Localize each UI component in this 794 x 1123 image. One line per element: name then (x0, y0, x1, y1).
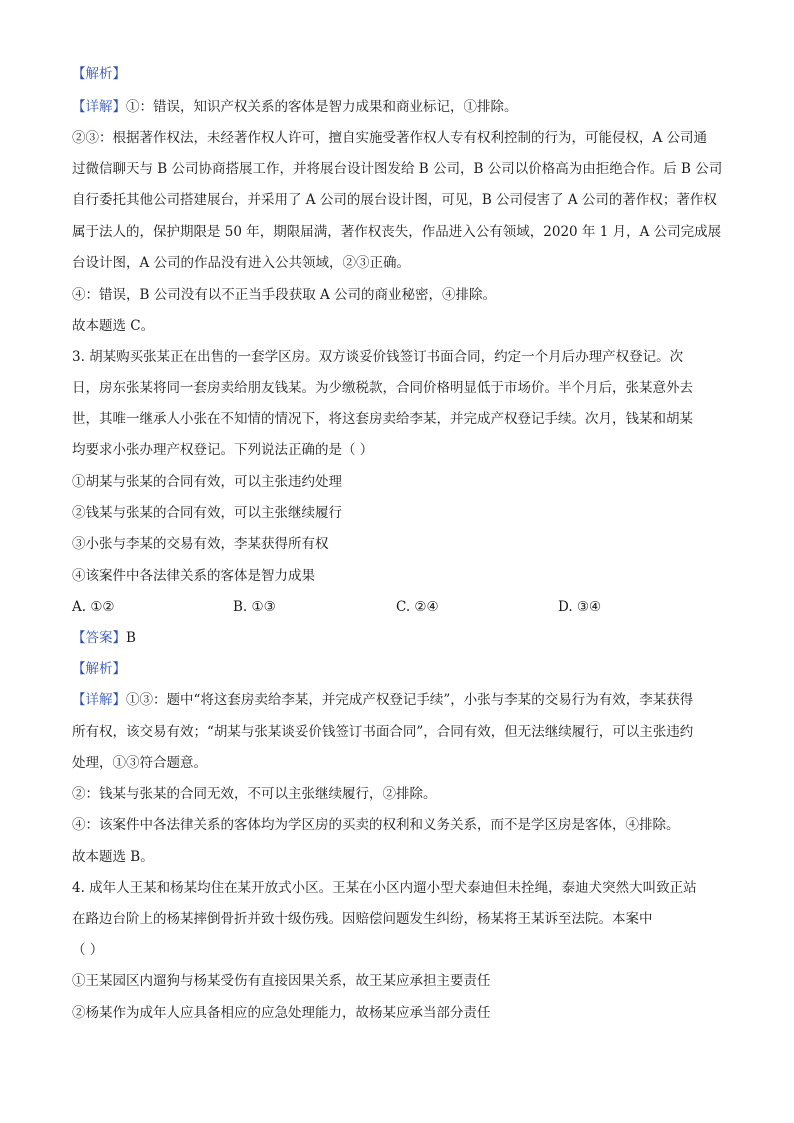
conclusion-line: 故本题选 B。 (72, 849, 154, 865)
question-stem: 均要求小张办理产权登记。下列说法正确的是（ ） (72, 442, 374, 458)
option-c: C. ②④ (396, 599, 439, 615)
paragraph-line: 台设计图，A 公司的作品没有进入公共领域，②③正确。 (72, 255, 411, 271)
statement-4: ④该案件中各法律关系的客体是智力成果 (72, 568, 315, 584)
analysis-heading: 【解析】 (72, 661, 126, 677)
detail-line (72, 690, 693, 710)
question-stem: 日，房东张某将同一套房卖给朋友钱某。为少缴税款，合同价格明显低于市场价。半个月后，张某意外去 (72, 380, 693, 396)
paragraph-line: 过微信聊天与 B 公司协商搭展工作，并将展台设计图发给 B 公司，B 公司以价格高为由拒绝合作。后 B 公司 (72, 161, 723, 177)
paragraph-line: ②：钱某与张某的合同无效，不可以主张继续履行，②排除。 (72, 786, 437, 802)
answer-value: B (126, 630, 136, 646)
paragraph-line: 自行委托其他公司搭建展台，并采用了 A 公司的展台设计图，可见，B 公司侵害了 A 公司的著作权；著作权 (72, 192, 717, 208)
statement-2: ②杨某作为成年人应具备相应的应急处理能力，故杨某应承当部分责任 (72, 1005, 491, 1021)
question-stem: 在路边台阶上的杨某摔倒骨折并致十级伤残。因赔偿问题发生纠纷，杨某将王某诉至法院。本案中 (72, 911, 653, 927)
paragraph-line: ②③：根据著作权法，未经著作权人许可，擅自实施受著作权人专有权利控制的行为，可能侵权，A 公司通 (72, 130, 708, 146)
conclusion-line: 故本题选 C。 (72, 318, 155, 334)
detail-line (72, 97, 518, 117)
paragraph-line: 所有权，该交易有效；“胡某与张某谈妥价钱签订书面合同”，合同有效，但无法继续履行，可以主张违约 (72, 724, 694, 740)
question-stem: 4. 成年人王某和杨某均住在某开放式小区。王某在小区内遛小型犬泰迪但未拴绳，泰迪犬突然大叫致正站 (72, 880, 697, 896)
detail-tag: 【详解】 (72, 99, 126, 115)
statement-1: ①王某园区内遛狗与杨某受伤有直接因果关系，故王某应承担主要责任 (72, 973, 491, 989)
answer-tag: 【答案】 (72, 630, 126, 646)
question-stem: 3. 胡某购买张某正在出售的一套学区房。双方谈妥价钱签订书面合同，约定一个月后办理产权登记。次 (72, 349, 684, 365)
paragraph-line: 属于法人的，保护期限是 50 年，期限届满，著作权丧失，作品进入公有领域，2020 年 1 月，A 公司完成展 (72, 224, 722, 240)
paragraph-line: ④：错误，B 公司没有以不正当手段获取 A 公司的商业秘密，④排除。 (72, 287, 497, 303)
detail-tag: 【详解】 (72, 692, 126, 708)
answer-line (72, 628, 136, 648)
statement-1: ①胡某与张某的合同有效，可以主张违约处理 (72, 474, 342, 490)
option-b: B. ①③ (233, 599, 276, 615)
option-a: A. ①② (72, 599, 115, 615)
option-d: D. ③④ (558, 599, 602, 615)
analysis-heading: 【解析】 (72, 66, 126, 82)
detail-text: ①③：题中“将这套房卖给李某，并完成产权登记手续”，小张与李某的交易行为有效，李某获得 (126, 692, 694, 708)
statement-3: ③小张与李某的交易有效，李某获得所有权 (72, 536, 329, 552)
paragraph-line: ④：该案件中各法律关系的客体均为学区房的买卖的权利和义务关系，而不是学区房是客体，④排除。 (72, 817, 680, 833)
question-stem: （ ） (72, 942, 104, 958)
paragraph-line: 处理，①③符合题意。 (72, 755, 207, 771)
detail-text: ①：错误，知识产权关系的客体是智力成果和商业标记，①排除。 (126, 99, 518, 115)
statement-2: ②钱某与张某的合同有效，可以主张继续履行 (72, 505, 342, 521)
question-stem: 世，其唯一继承人小张在不知情的情况下，将这套房卖给李某，并完成产权登记手续。次月，钱某和胡某 (72, 411, 693, 427)
